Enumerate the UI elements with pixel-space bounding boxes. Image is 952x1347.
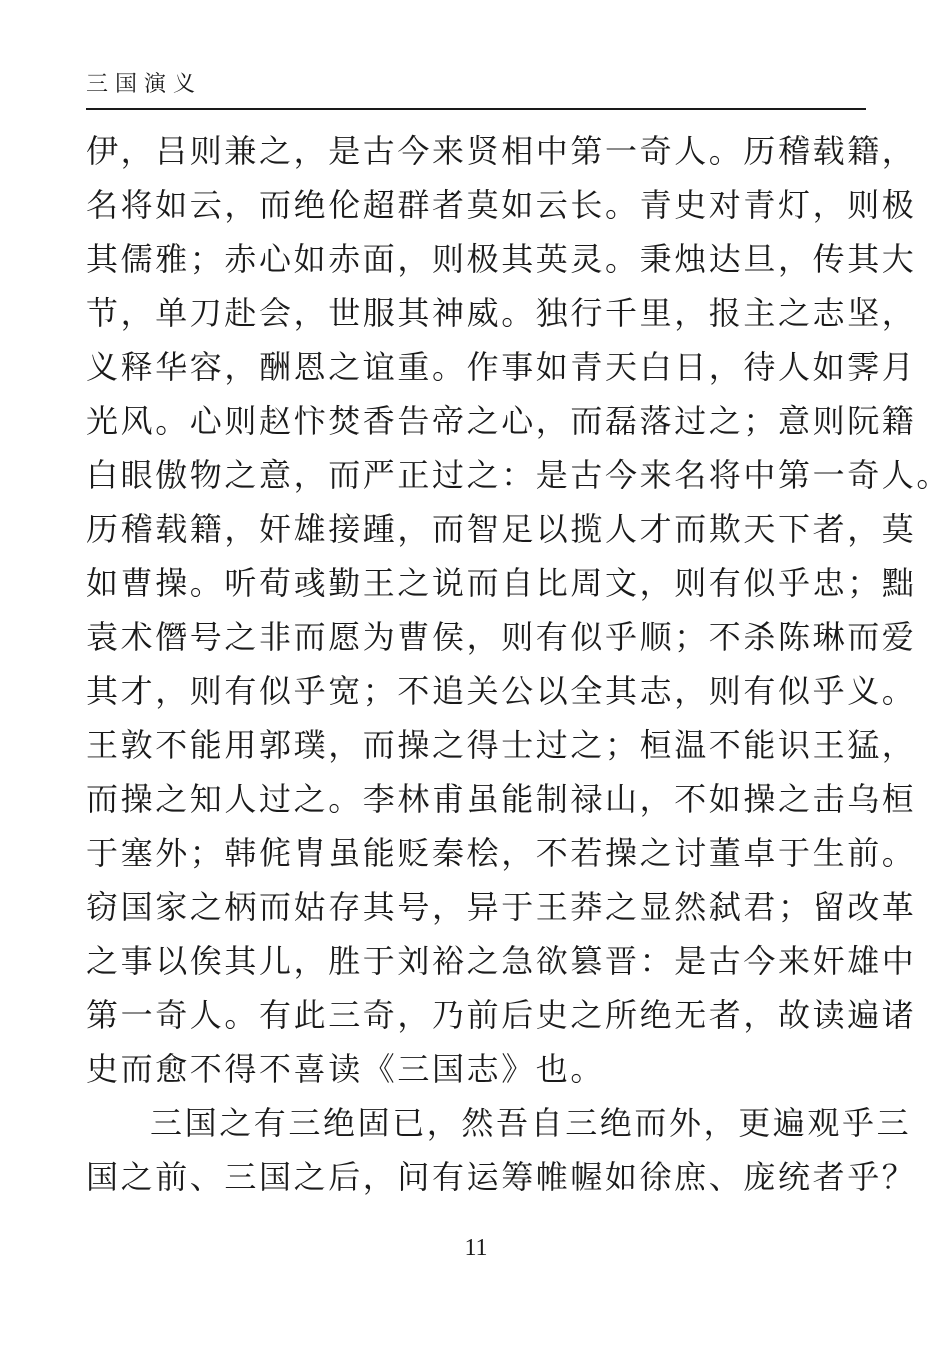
text-line: 历稽载籍，奸雄接踵，而智足以揽人才而欺天下者，莫 [86,510,917,548]
text-line: 伊，吕则兼之，是古今来贤相中第一奇人。历稽载籍， [86,132,917,170]
text-line: 义释华容，酬恩之谊重。作事如青天白日，待人如霁月 [86,348,917,386]
text-line: 之事以俟其儿，胜于刘裕之急欲篡晋：是古今来奸雄中 [86,942,917,980]
header-rule [86,108,866,110]
text-line: 第一奇人。有此三奇，乃前后史之所绝无者，故读遍诸 [86,996,917,1034]
text-line: 国之前、三国之后，问有运筹帷幄如徐庶、庞统者乎？ [86,1158,917,1196]
paragraph-first-line: 三国之有三绝固已，然吾自三绝而外，更遍观乎三 [150,1104,912,1142]
text-line: 如曹操。听荀彧勤王之说而自比周文，则有似乎忠；黜 [86,564,917,602]
text-line: 光风。心则赵忭焚香告帝之心，而磊落过之；意则阮籍 [86,402,917,440]
text-line: 史而愈不得不喜读《三国志》也。 [86,1050,606,1088]
text-line: 名将如云，而绝伦超群者莫如云长。青史对青灯，则极 [86,186,917,224]
running-header-title: 三国演义 [86,72,203,97]
text-line: 窃国家之柄而姑存其号，异于王莽之显然弑君；留改革 [86,888,917,926]
text-line: 袁术僭号之非而愿为曹侯，则有似乎顺；不杀陈琳而爱 [86,618,917,656]
body-text [86,124,952,1204]
text-line: 于塞外；韩侂胄虽能贬秦桧，不若操之讨董卓于生前。 [86,834,917,872]
page-number: 11 [464,1235,488,1261]
text-line: 其儒雅；赤心如赤面，则极其英灵。秉烛达旦，传其大 [86,240,917,278]
text-line: 白眼傲物之意，而严正过之：是古今来名将中第一奇人。 [86,456,952,494]
text-line: 其才，则有似乎宽；不追关公以全其志，则有似乎义。 [86,672,917,710]
text-line: 王敦不能用郭璞，而操之得士过之；桓温不能识王猛， [86,726,917,764]
text-line: 节，单刀赴会，世服其神威。独行千里，报主之志坚， [86,294,917,332]
text-line: 而操之知人过之。李林甫虽能制禄山，不如操之击乌桓 [86,780,917,818]
